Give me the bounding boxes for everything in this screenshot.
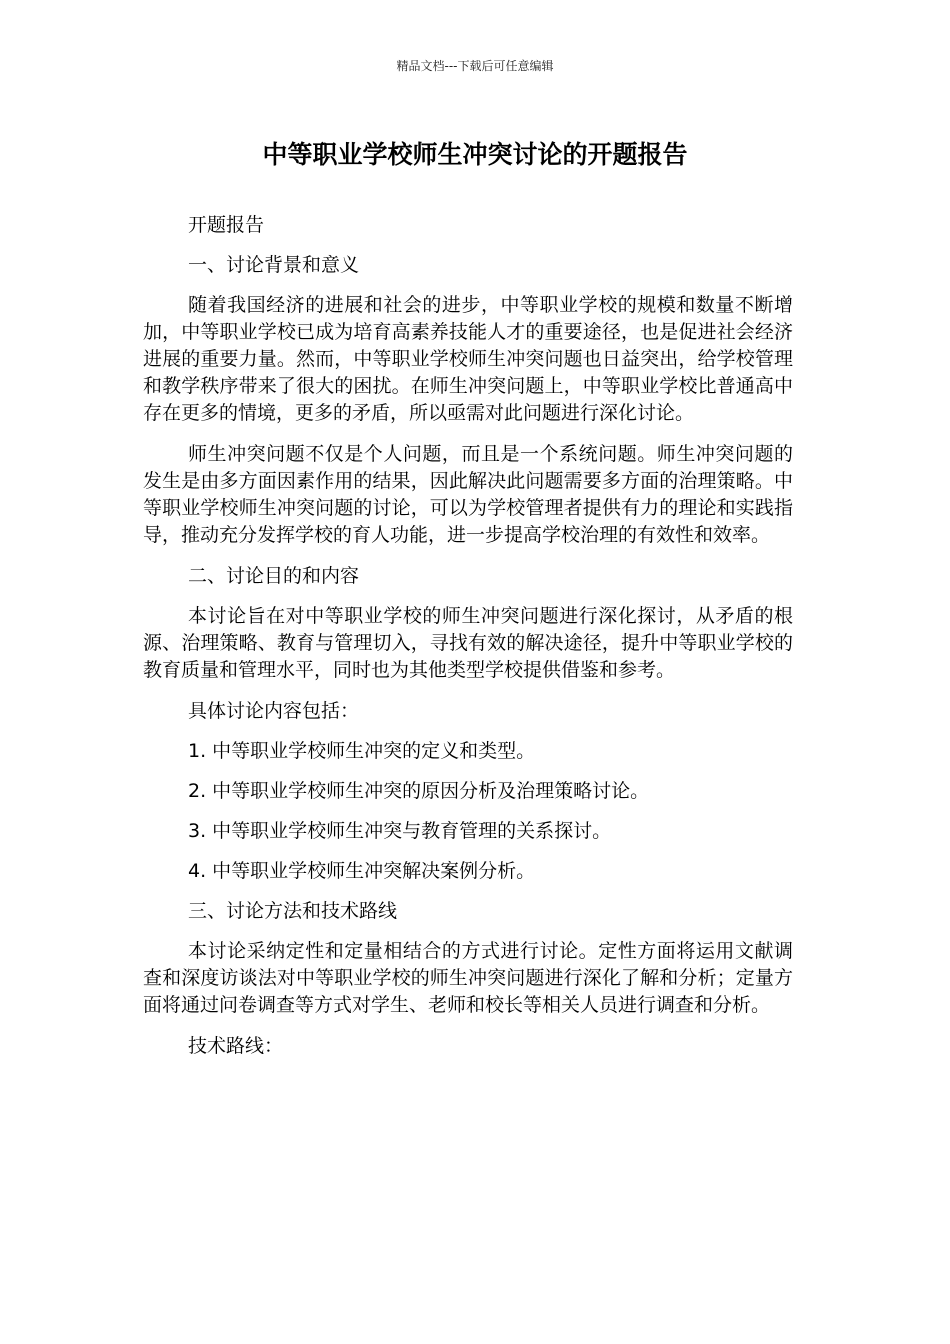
list-item: 1. 中等职业学校师生冲突的定义和类型。: [188, 740, 536, 762]
document-title: 中等职业学校师生冲突讨论的开题报告: [262, 140, 688, 169]
section-heading-methods: 三、讨论方法和技术路线: [188, 900, 398, 922]
paragraph-background: 随着我国经济的进展和社会的进步，中等职业学校的规模和数量不断增加，中等职业学校已成为培育高素养技能人才的重要途径，也是促进社会经济进展的重要力量。然而，中等职业学校师生冲突问题也日益突出，给学校管理和教学秩序带来了很大的困扰。在师生冲突问题上，中等职业学校比普通高中存在更多的情境，更多的矛盾，所以亟需对此问题进行深化讨论。: [143, 294, 793, 424]
section-heading-purpose: 二、讨论目的和内容: [188, 565, 360, 587]
list-item: 3. 中等职业学校师生冲突与教育管理的关系探讨。: [188, 820, 612, 842]
section-label-report: 开题报告: [188, 214, 265, 236]
section-heading-background: 一、讨论背景和意义: [188, 254, 360, 276]
list-item: 4. 中等职业学校师生冲突解决案例分析。: [188, 860, 536, 882]
document-body: [143, 212, 793, 1073]
content-list-intro: 具体讨论内容包括：: [188, 700, 360, 722]
paragraph-methods: 本讨论采纳定性和定量相结合的方式进行讨论。定性方面将运用文献调查和深度访谈法对中等职业学校的师生冲突问题进行深化了解和分析；定量方面将通过问卷调查等方式对学生、老师和校长等相关人员进行调查和分析。: [143, 940, 793, 1016]
paragraph-purpose: 本讨论旨在对中等职业学校的师生冲突问题进行深化探讨，从矛盾的根源、治理策略、教育与管理切入，寻找有效的解决途径，提升中等职业学校的教育质量和管理水平，同时也为其他类型学校提供借鉴和参考。: [143, 605, 793, 681]
paragraph-significance: 师生冲突问题不仅是个人问题，而且是一个系统问题。师生冲突问题的发生是由多方面因素作用的结果，因此解决此问题需要多方面的治理策略。中等职业学校师生冲突问题的讨论，可以为学校管理者提供有力的理论和实践指导，推动充分发挥学校的育人功能，进一步提高学校治理的有效性和效率。: [143, 443, 793, 546]
technical-route-label: 技术路线：: [188, 1035, 284, 1057]
page-header-note: 精品文档---下载后可任意编辑: [396, 59, 554, 73]
list-item: 2. 中等职业学校师生冲突的原因分析及治理策略讨论。: [188, 780, 650, 802]
